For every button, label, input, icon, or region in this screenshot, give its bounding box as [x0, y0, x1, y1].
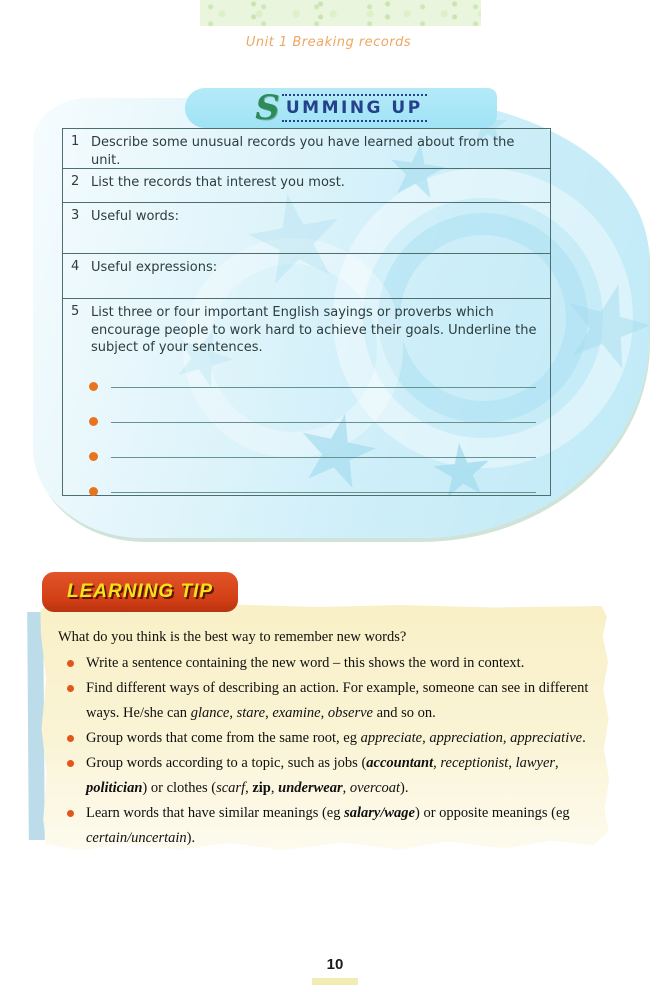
bullet-dot-icon [89, 382, 98, 391]
row-number: 5 [71, 304, 80, 319]
page-number: 10 [326, 956, 344, 973]
cropped-photo-strip [200, 0, 481, 26]
row-text: List three or four important English sayings or proverbs which encourage people to work hard to achieve their goals. Underline the subject of your sentences. [91, 305, 537, 356]
bullet-dot-icon [89, 452, 98, 461]
tip-bullet [58, 676, 606, 726]
blank-answer-line [71, 371, 542, 406]
writing-line [111, 457, 536, 458]
row-text: List the records that interest you most. [91, 175, 345, 190]
summing-up-initial: S [255, 88, 280, 128]
learning-tip-content [58, 625, 606, 851]
table-row [63, 254, 550, 299]
bullet-dot-icon [67, 760, 74, 767]
tip-bullet-text: Learn words that have similar meanings (eg salary/wage) or opposite meanings (eg certain/uncertain). [86, 805, 570, 846]
summing-up-table [62, 128, 551, 496]
learning-tip-label: LEARNING TIP [66, 581, 214, 602]
table-row [63, 203, 550, 254]
table-row [63, 299, 550, 495]
bullet-dot-icon [67, 660, 74, 667]
unit-header: Unit 1 Breaking records [245, 35, 412, 50]
tip-bullet [58, 651, 606, 676]
writing-line [111, 492, 536, 493]
blank-answer-line [71, 406, 542, 441]
writing-line [111, 422, 536, 423]
tip-bullet [58, 751, 606, 801]
tip-bullet-text: Group words according to a topic, such as jobs (accountant, receptionist, lawyer, politician) or clothes (scarf, zip, underwear, overcoat). [86, 755, 559, 796]
row-number: 4 [71, 259, 80, 274]
tip-bullet [58, 726, 606, 751]
bullet-dot-icon [67, 685, 74, 692]
summing-up-title: UMMING UP [282, 94, 427, 122]
row-text: Describe some unusual records you have learned about from the unit. [91, 135, 515, 168]
row-number: 2 [71, 174, 80, 189]
row-text: Useful expressions: [91, 260, 218, 275]
row-text: Useful words: [91, 209, 179, 224]
tip-bullet-text: Find different ways of describing an action. For example, someone can see in different ways. He/she can glance, stare, examine, observe and so on. [86, 680, 589, 721]
row-number: 1 [71, 134, 80, 149]
bullet-dot-icon [89, 487, 98, 496]
blank-answer-line [71, 441, 542, 476]
bullet-dot-icon [67, 810, 74, 817]
tip-bullet [58, 801, 606, 851]
page-number-highlight [312, 978, 358, 985]
tip-bullet-text: Group words that come from the same root, eg appreciate, appreciation, appreciative. [86, 730, 586, 746]
writing-line [111, 387, 536, 388]
bullet-dot-icon [89, 417, 98, 426]
table-row [63, 169, 550, 203]
learning-tip-tab [42, 572, 238, 612]
tip-intro: What do you think is the best way to remember new words? [58, 629, 407, 645]
tip-bullet-text: Write a sentence containing the new word – this shows the word in context. [86, 655, 525, 671]
blank-answer-line [71, 476, 542, 511]
answer-lines [71, 371, 542, 511]
row-number: 3 [71, 208, 80, 223]
table-row [63, 129, 550, 169]
bullet-dot-icon [67, 735, 74, 742]
summing-up-banner [185, 88, 497, 128]
